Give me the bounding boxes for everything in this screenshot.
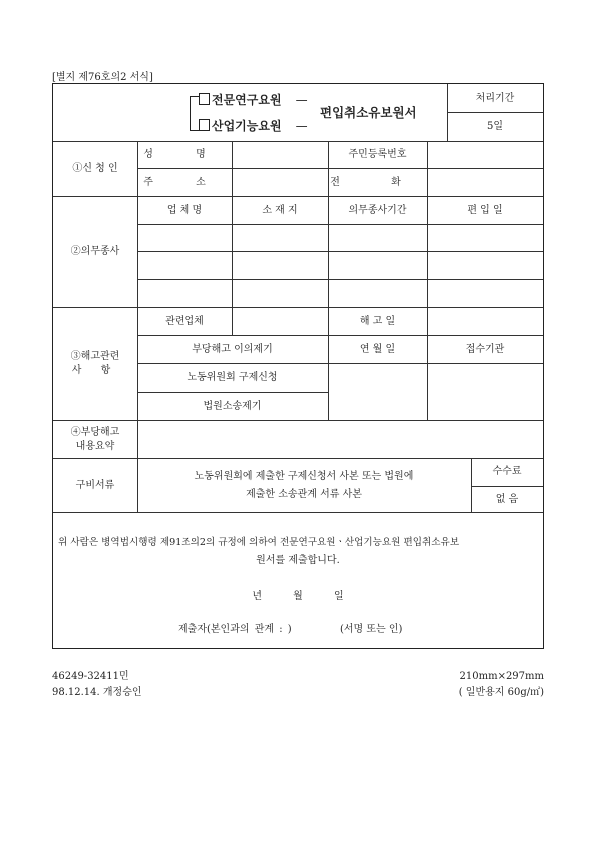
duty-row[interactable] — [138, 252, 543, 279]
resident-number-label: 주민등록번호 — [348, 149, 407, 160]
phone-label: 전 화 — [330, 177, 425, 188]
dismissal-section-label-1: ③해고관련 — [70, 351, 120, 362]
title-option-research[interactable]: 전문연구요원 — — [199, 93, 308, 106]
unfair-dismissal-objection-label: 부당해고 이의제기 — [192, 344, 273, 355]
dismissal-section-label-2: 사 항 — [71, 365, 119, 376]
processing-period-value: 5일 — [486, 121, 504, 132]
summary-label-2: 내용요약 — [75, 441, 115, 452]
dismissal-date-field[interactable] — [428, 308, 542, 335]
related-company-label: 관련업체 — [165, 316, 204, 327]
declaration-line1: 위 사람은 병역법시행령 제91조의2의 규정에 의하여 전문연구요원ㆍ산업기능요원 편입취소유보 — [58, 537, 460, 548]
title-bracket — [190, 96, 199, 131]
phone-field[interactable] — [428, 169, 542, 196]
duty-section-label: ②의무종사 — [70, 246, 120, 257]
duty-header-enlist-date: 편 입 일 — [467, 205, 503, 216]
footer-approval-date: 98.12.14. 개정승인 — [52, 687, 142, 698]
dismissal-date-label: 해 고 일 — [359, 316, 396, 327]
submitter-line[interactable]: 제출자(본인과의 관계 : ) — [178, 624, 292, 635]
summary-label-1: ④부당해고 — [70, 427, 120, 438]
summary-field[interactable] — [138, 421, 543, 458]
form-number-tag: [별지 제76호의2 서식] — [52, 72, 153, 83]
title-option-industrial[interactable]: 산업기능요원 — — [199, 119, 308, 132]
address-field[interactable] — [233, 169, 327, 196]
duty-header-company: 업 체 명 — [166, 205, 203, 216]
related-company-field[interactable] — [233, 308, 327, 335]
checkbox-icon[interactable] — [199, 93, 210, 105]
filing-date-header: 연 월 일 — [359, 344, 396, 355]
fee-label: 수수료 — [492, 466, 522, 477]
duty-row[interactable] — [138, 225, 543, 251]
required-documents-line2: 제출한 소송관계 서류 사본 — [246, 489, 362, 500]
name-label: 성 명 — [143, 149, 226, 160]
filing-date-field[interactable] — [329, 364, 426, 419]
labor-commission-relief-label: 노동위원회 구제신청 — [187, 372, 278, 383]
address-label: 주 소 — [143, 177, 226, 188]
required-documents-label: 구비서류 — [75, 480, 115, 491]
footer-paper-size: 210mm×297mm — [459, 671, 544, 682]
receiving-agency-header: 접수기관 — [465, 344, 505, 355]
duty-row[interactable] — [138, 280, 543, 307]
checkbox-icon[interactable] — [199, 119, 210, 131]
fee-value: 없 음 — [495, 494, 519, 505]
declaration-line2: 원서를 제출합니다. — [256, 555, 340, 566]
resident-number-field[interactable] — [428, 142, 542, 168]
footer-paper-weight: ( 일반용지 60g/㎡) — [458, 687, 544, 698]
applicant-section-label: ①신 청 인 — [72, 163, 118, 174]
receiving-agency-field[interactable] — [428, 364, 542, 419]
signature-label[interactable]: (서명 또는 인) — [340, 624, 403, 635]
duty-header-period: 의무종사기간 — [348, 205, 407, 216]
duty-header-location: 소 재 지 — [262, 205, 298, 216]
court-lawsuit-label: 법원소송제기 — [203, 401, 262, 412]
processing-period-label: 처리기간 — [475, 93, 515, 104]
form-title: 편입취소유보원서 — [320, 105, 417, 120]
date-line: 년 월 일 — [252, 591, 344, 602]
name-field[interactable] — [233, 142, 327, 168]
footer-form-code: 46249-32411민 — [52, 671, 129, 682]
required-documents-line1: 노동위원회에 제출한 구제신청서 사본 또는 법원에 — [194, 471, 414, 482]
